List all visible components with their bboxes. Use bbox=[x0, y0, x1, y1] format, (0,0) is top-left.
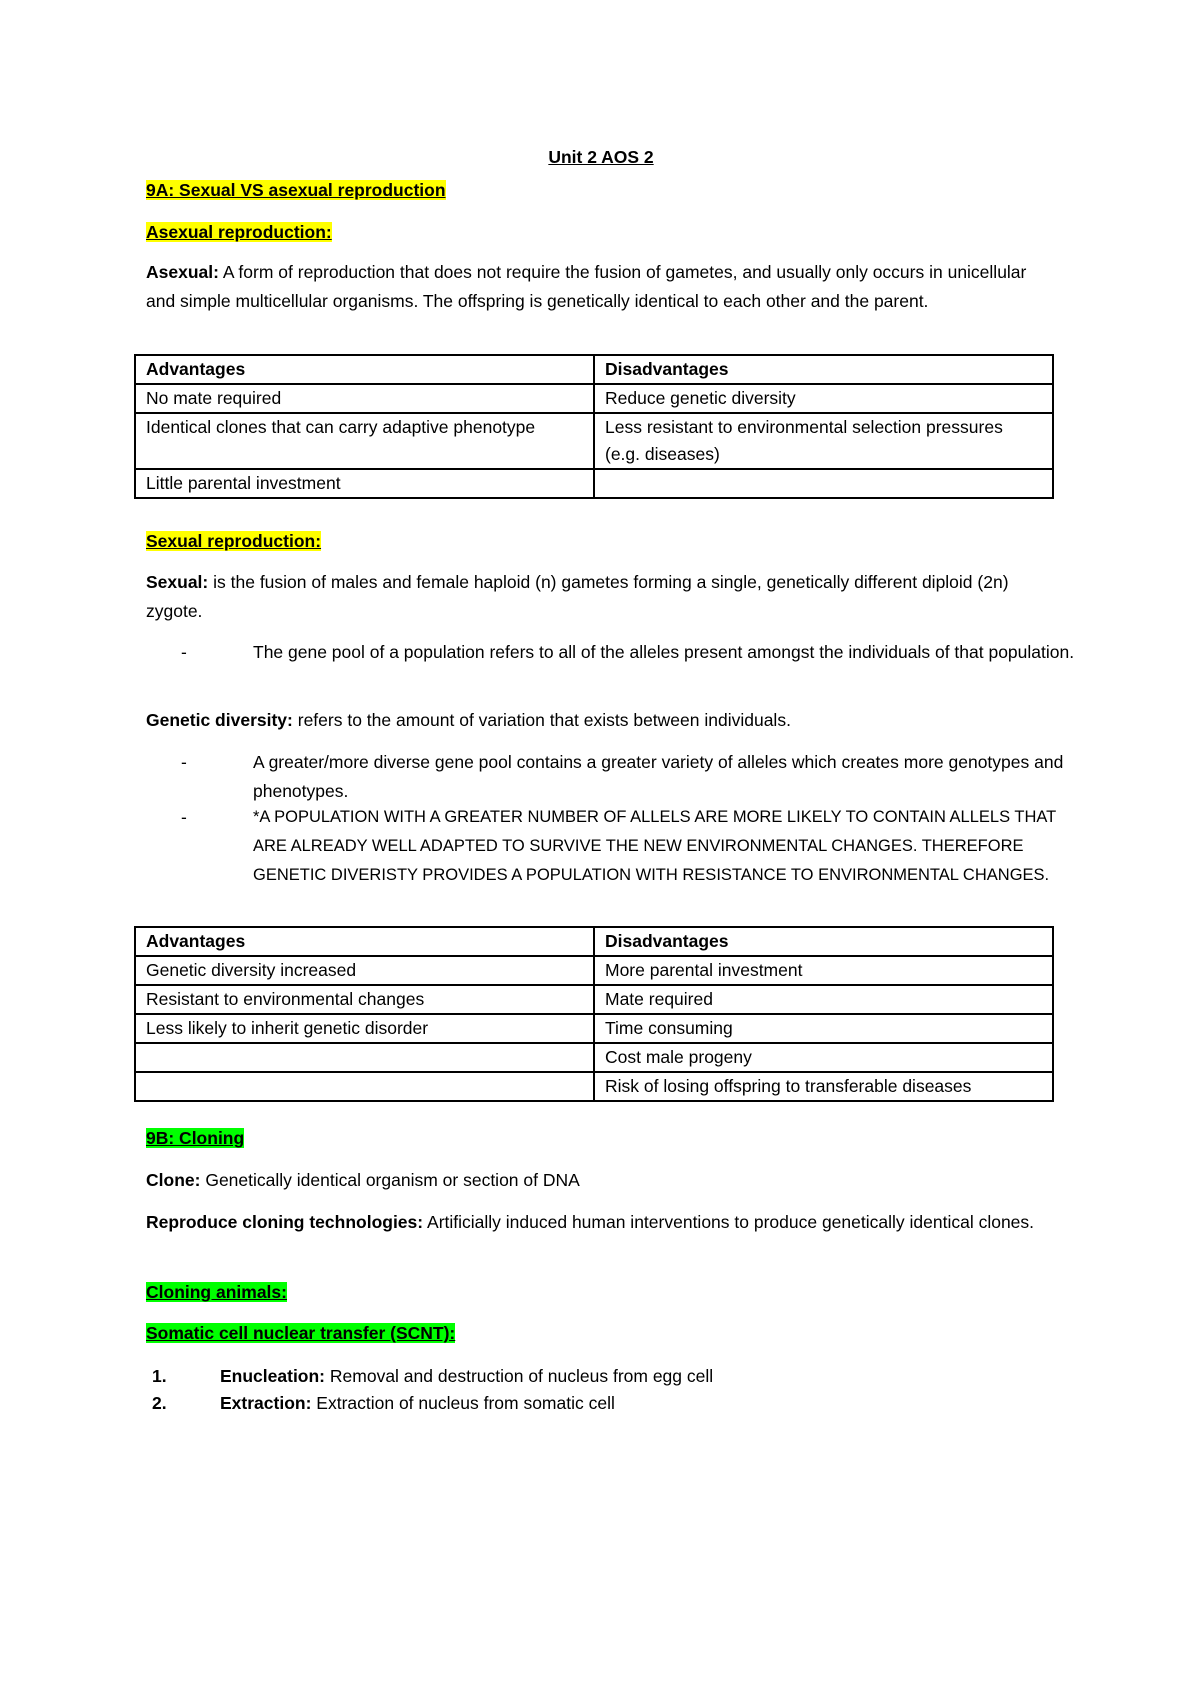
heading-9a bbox=[146, 180, 446, 201]
heading-asexual bbox=[146, 222, 332, 243]
asexual-definition bbox=[146, 258, 1056, 316]
table-cell: More parental investment bbox=[594, 956, 1053, 985]
table-header-row bbox=[135, 927, 1053, 956]
heading-9b bbox=[146, 1128, 244, 1149]
table-cell: No mate required bbox=[135, 384, 594, 413]
page-title: Unit 2 AOS 2 bbox=[548, 147, 654, 167]
step-text: Removal and destruction of nucleus from egg cell bbox=[329, 1366, 714, 1386]
step-number: 2. bbox=[152, 1393, 167, 1413]
document-page: Unit 2 AOS 2 9A: Sexual VS asexual reproduction Asexual reproduction: Asexual: A form of reproduction that does not require the fusion of gametes, and usually only occurs in unicellular and simple multicellular organisms. The offspring is genetically identical to each other and the parent. Advantages Disadvantages No mate required Reduce genetic diversity Identical clones that can carry adaptive phenotype Less resistant to environmental selection pressures (e.g. diseases) Little parental investment Sexual reproduction: Sexual: is the fusion of males and female haploid (n) gametes forming a single, genetically different diploid (2n) zygote. - The gene pool of a population refers to all of the alleles present amongst the individuals of that population. Genetic diversity: refers to the amount of variation that exists between individuals. - A greater/more diverse gene pool contains a greater variety of alleles which creates more genotypes and phenotypes. - *A POPULATION WITH A GREATER NUMBER OF ALLELS ARE MORE LIKELY TO CONTAIN ALLELS THAT ARE ALREADY WELL ADAPTED TO SURVIVE THE NEW ENVIRONMENTAL CHANGES. THEREFORE GENETIC DIVERISTY PROVIDES A POPULATION WITH RESISTANCE TO ENVIRONMENTAL CHANGES. Advantages Disadvantages Genetic diversity increased More parental investment Resistant to environmental changes Mate required Less likely to inherit genetic disorder Time consuming Cost male progeny Risk of losing offspring to transferable diseases 9B: Cloning Clone: Genetically identical organism or section of DNA Reproduce cloning technologies: Artificially induced human interventions to produce genetically identical clones. Cloning animals: Somatic cell nuclear transfer (SCNT): 1. Enucleation: Removal and destruction of nucleus from egg cell 2. Extraction: Extraction of nucleus from somatic cell bbox=[0, 0, 1200, 1698]
table-cell: Little parental investment bbox=[135, 469, 594, 498]
table-row bbox=[135, 1072, 1053, 1101]
table-cell bbox=[135, 1043, 594, 1072]
genetic-diversity-term: Genetic diversity: bbox=[146, 710, 293, 730]
table-header-advantages: Advantages bbox=[135, 355, 594, 384]
step-term: Enucleation: bbox=[220, 1366, 326, 1386]
table-cell bbox=[135, 1072, 594, 1101]
table-cell: Resistant to environmental changes bbox=[135, 985, 594, 1014]
table-cell bbox=[594, 469, 1053, 498]
table-cell: Mate required bbox=[594, 985, 1053, 1014]
heading-scnt-text: Somatic cell nuclear transfer (SCNT): bbox=[146, 1323, 456, 1343]
heading-cloning-animals-text: Cloning animals: bbox=[146, 1282, 287, 1302]
table-row bbox=[135, 384, 1053, 413]
asexual-term: Asexual: bbox=[146, 262, 219, 282]
step-term: Extraction: bbox=[220, 1393, 312, 1413]
heading-9a-text: 9A: Sexual VS asexual reproduction bbox=[146, 180, 446, 200]
table-cell: Time consuming bbox=[594, 1014, 1053, 1043]
sexual-table bbox=[134, 926, 1054, 1102]
table-cell: Reduce genetic diversity bbox=[594, 384, 1053, 413]
table-row bbox=[135, 469, 1053, 498]
step-text: Extraction of nucleus from somatic cell bbox=[316, 1393, 615, 1413]
bullet-diversity-2-text: *A POPULATION WITH A GREATER NUMBER OF ALLELS ARE MORE LIKELY TO CONTAIN ALLELS THAT ARE ALREADY WELL ADAPTED TO SURVIVE THE NEW ENVIRONMENTAL CHANGES. THEREFORE GENETIC DIVERISTY PROVIDES A POPULATION WITH RESISTANCE TO ENVIRONMENTAL CHANGES. bbox=[253, 808, 1056, 884]
clone-definition bbox=[146, 1166, 1056, 1195]
reproduce-cloning-term: Reproduce cloning technologies: bbox=[146, 1212, 424, 1232]
sexual-definition-text: is the fusion of males and female haploid (n) gametes forming a single, genetically different diploid (2n) zygote. bbox=[146, 572, 1009, 621]
asexual-definition-text: A form of reproduction that does not require the fusion of gametes, and usually only occurs in unicellular and simple multicellular organisms. The offspring is genetically identical to each other and the parent. bbox=[146, 262, 1027, 311]
sexual-term: Sexual: bbox=[146, 572, 209, 592]
sexual-definition bbox=[146, 568, 1056, 626]
asexual-table bbox=[134, 354, 1054, 499]
genetic-diversity-definition bbox=[146, 706, 1056, 735]
genetic-diversity-text: refers to the amount of variation that exists between individuals. bbox=[297, 710, 791, 730]
table-cell: Less likely to inherit genetic disorder bbox=[135, 1014, 594, 1043]
table-header-disadvantages: Disadvantages bbox=[594, 927, 1053, 956]
heading-sexual-text: Sexual reproduction: bbox=[146, 531, 322, 551]
clone-term: Clone: bbox=[146, 1170, 201, 1190]
table-cell: Identical clones that can carry adaptive phenotype bbox=[135, 413, 594, 469]
heading-9b-text: 9B: Cloning bbox=[146, 1128, 245, 1148]
reproduce-cloning-text: Artificially induced human interventions to produce genetically identical clones. bbox=[427, 1212, 1035, 1232]
table-header-disadvantages: Disadvantages bbox=[594, 355, 1053, 384]
heading-asexual-text: Asexual reproduction: bbox=[146, 222, 332, 242]
table-row bbox=[135, 1043, 1053, 1072]
table-cell: Risk of losing offspring to transferable diseases bbox=[594, 1072, 1053, 1101]
reproduce-cloning-definition bbox=[146, 1208, 1056, 1237]
list-item bbox=[146, 1366, 1056, 1395]
bullet-gene-pool-text: The gene pool of a population refers to all of the alleles present amongst the individuals of that population. bbox=[253, 642, 1075, 662]
table-cell: Cost male progeny bbox=[594, 1043, 1053, 1072]
list-item bbox=[146, 1393, 1056, 1422]
heading-scnt bbox=[146, 1323, 455, 1344]
table-header-advantages: Advantages bbox=[135, 927, 594, 956]
table-cell: Less resistant to environmental selection pressures (e.g. diseases) bbox=[594, 413, 1053, 469]
table-cell: Genetic diversity increased bbox=[135, 956, 594, 985]
bullet-diversity-1-text: A greater/more diverse gene pool contains a greater variety of alleles which creates more genotypes and phenotypes. bbox=[253, 752, 1064, 801]
table-row bbox=[135, 413, 1053, 469]
step-number: 1. bbox=[152, 1366, 167, 1386]
table-row bbox=[135, 956, 1053, 985]
table-header-row bbox=[135, 355, 1053, 384]
table-row bbox=[135, 985, 1053, 1014]
heading-cloning-animals bbox=[146, 1282, 287, 1303]
clone-definition-text: Genetically identical organism or section of DNA bbox=[205, 1170, 580, 1190]
heading-sexual bbox=[146, 531, 321, 552]
table-row bbox=[135, 1014, 1053, 1043]
